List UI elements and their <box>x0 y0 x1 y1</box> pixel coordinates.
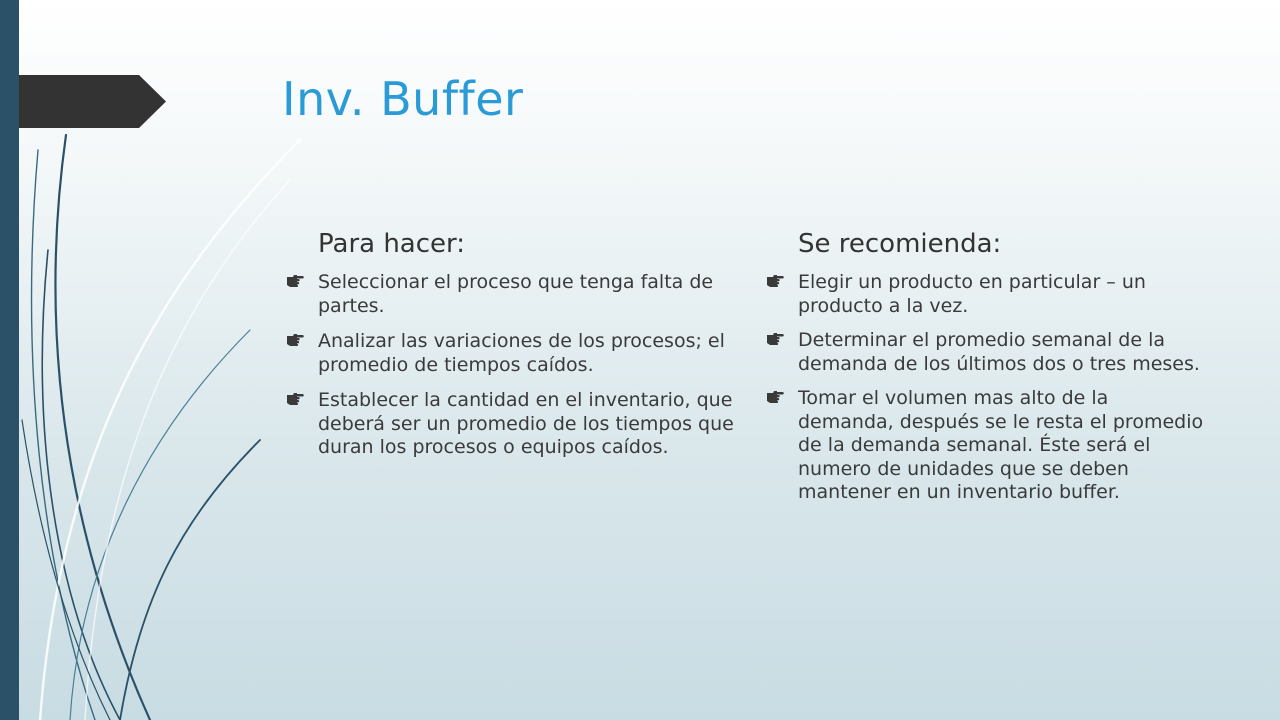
right-bullet-list <box>764 271 1204 505</box>
list-item-text: Determinar el promedio semanal de la demanda de los últimos dos o tres meses. <box>798 329 1200 375</box>
list-item <box>764 387 1204 505</box>
list-item-text: Analizar las variaciones de los procesos; el promedio de tiempos caídos. <box>318 330 725 376</box>
pointing-hand-icon <box>286 274 304 288</box>
left-column-heading: Para hacer: <box>318 229 466 259</box>
pointing-hand-icon <box>766 274 784 288</box>
list-item-text: Seleccionar el proceso que tenga falta de partes. <box>318 271 714 317</box>
list-item <box>764 271 1204 318</box>
list-item-text: Tomar el volumen mas alto de la demanda, después se le resta el promedio de la demanda semanal. Éste será el numero de unidades que se deben mantener en un inventario buffer. <box>798 387 1204 503</box>
list-item-text: Establecer la cantidad en el inventario, que deberá ser un promedio de los tiempos que duran los procesos o equipos caídos. <box>318 389 734 458</box>
list-item <box>284 271 734 318</box>
right-column-heading: Se recomienda: <box>798 229 1002 259</box>
list-item <box>284 330 734 377</box>
pointing-hand-icon <box>766 390 784 404</box>
right-column <box>764 226 1204 516</box>
slide-title: Inv. Buffer <box>282 72 524 126</box>
list-item <box>764 329 1204 376</box>
pointing-hand-icon <box>766 332 784 346</box>
left-bullet-list <box>284 271 734 460</box>
list-item <box>284 389 734 460</box>
pointing-hand-icon <box>286 392 304 406</box>
pointing-hand-icon <box>286 333 304 347</box>
left-column <box>284 226 734 472</box>
list-item-text: Elegir un producto en particular – un producto a la vez. <box>798 271 1146 317</box>
title-tab-arrow <box>19 75 166 128</box>
